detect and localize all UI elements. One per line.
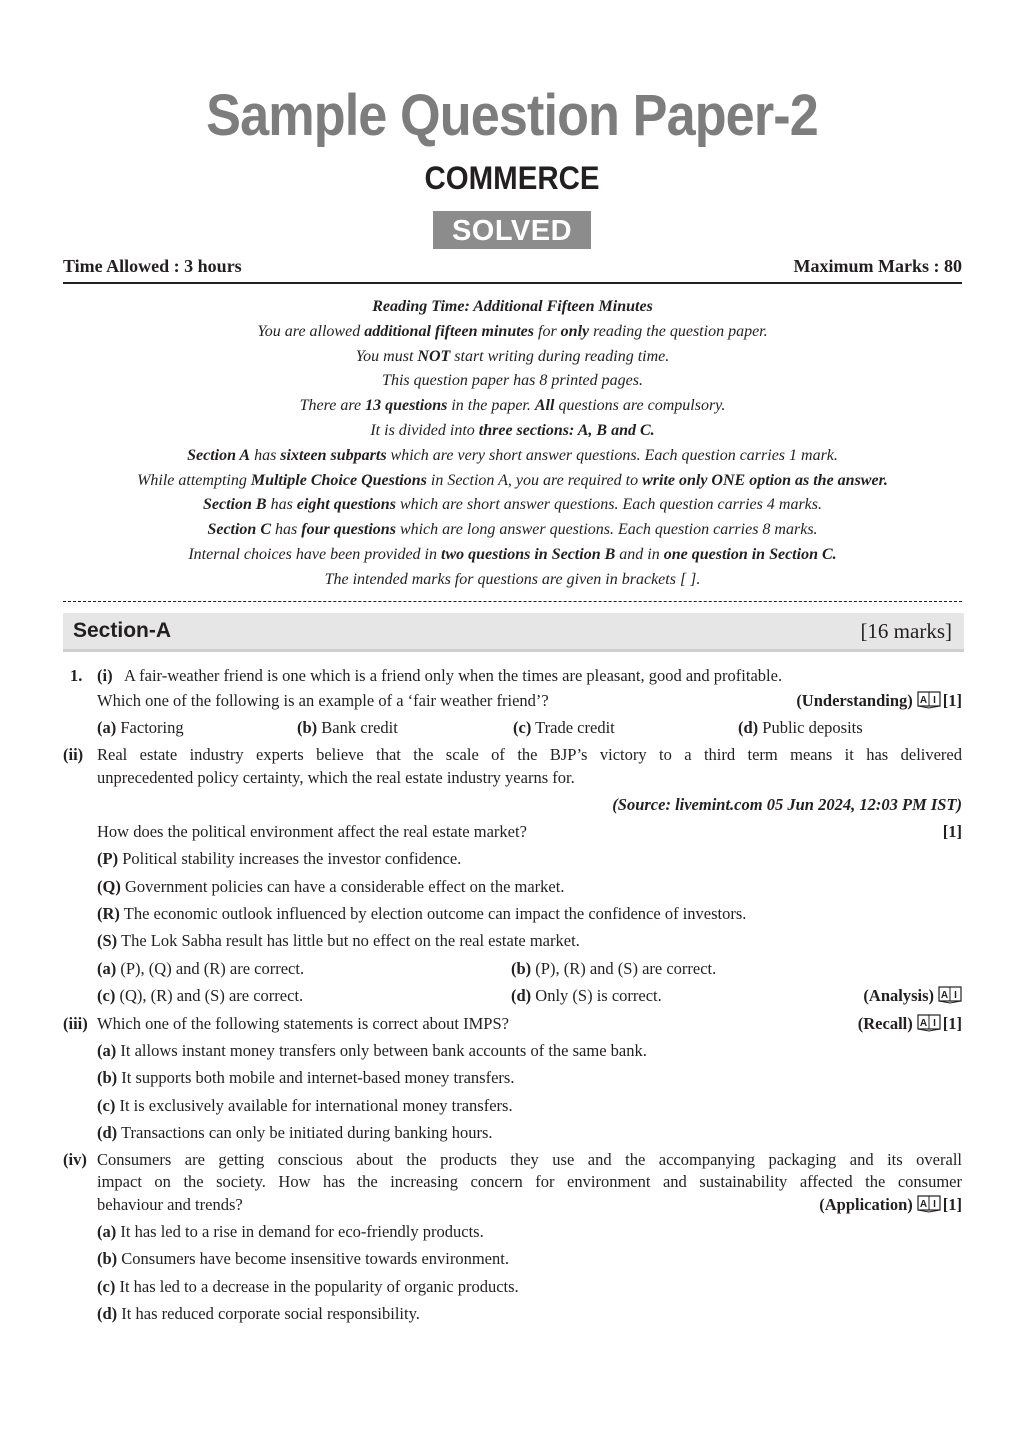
svg-text:I: I bbox=[932, 1199, 936, 1210]
instruction-text: has bbox=[266, 496, 297, 514]
q1-i-option-b: (b) Bank credit bbox=[297, 718, 398, 737]
q1-iv-option-c: (c) It has led to a decrease in the popularity of organic products. bbox=[97, 1277, 519, 1296]
instruction-text: has bbox=[250, 446, 281, 464]
instruction-text: reading the question paper. bbox=[589, 322, 768, 340]
instruction-emphasis: NOT bbox=[417, 347, 451, 365]
q1-ii-text-line2: unprecedented policy certainty, which the real estate industry yearns for. bbox=[97, 768, 575, 787]
subpart-label-iii: (iii) bbox=[63, 1014, 88, 1033]
instruction-emphasis: Reading Time: Additional Fifteen Minutes bbox=[372, 298, 653, 315]
instruction-text: It is divided into bbox=[370, 421, 479, 439]
instruction-text: Internal choices have been provided in bbox=[188, 545, 441, 563]
subpart-label-ii: (ii) bbox=[63, 745, 84, 764]
q1-i-text-line2: Which one of the following is an example of a ‘fair weather friend’? bbox=[97, 691, 549, 710]
q1-iv-option-d: (d) It has reduced corporate social responsibility. bbox=[97, 1304, 420, 1323]
instruction-text: which are short answer questions. Each question carries 4 marks. bbox=[395, 496, 822, 514]
ai-book-icon bbox=[917, 1195, 941, 1218]
marks-label: [1] bbox=[942, 1014, 962, 1033]
q1-ii-tag bbox=[863, 986, 962, 1009]
cognitive-tag: (Application) bbox=[819, 1195, 913, 1214]
q1-iii-tag-marks bbox=[858, 1014, 962, 1037]
q1-ii-statement-p: (P) Political stability increases the investor confidence. bbox=[97, 849, 462, 868]
ai-book-icon bbox=[917, 1014, 941, 1037]
instruction-emphasis: one question in Section C. bbox=[663, 545, 837, 563]
q1-i-option-c: (c) Trade credit bbox=[513, 718, 615, 737]
instruction-line bbox=[60, 345, 965, 370]
instruction-text: in the paper. bbox=[447, 397, 535, 415]
q1-iii-question: Which one of the following statements is correct about IMPS? bbox=[97, 1014, 509, 1033]
instruction-line bbox=[60, 394, 965, 419]
instruction-text: has bbox=[271, 521, 302, 539]
cognitive-tag: (Understanding) bbox=[796, 691, 913, 710]
instruction-emphasis: additional fifteen minutes bbox=[364, 322, 534, 340]
q1-iv-text-line2: impact on the society. How has the increasing concern for environment and sustainability affected the consumer bbox=[97, 1172, 962, 1191]
q1-ii-statement-r: (R) The economic outlook influenced by election outcome can impact the confidence of investors. bbox=[97, 904, 747, 923]
instruction-line bbox=[60, 320, 965, 345]
instruction-emphasis: Section A bbox=[187, 446, 251, 464]
q1-iii-option-a: (a) It allows instant money transfers only between bank accounts of the same bank. bbox=[97, 1041, 647, 1060]
q1-i-tag-marks bbox=[796, 691, 962, 714]
q1-ii-option-a: (a) (P), (Q) and (R) are correct. bbox=[97, 959, 305, 978]
instruction-line bbox=[60, 369, 965, 394]
instruction-line bbox=[60, 295, 965, 320]
q1-iv-text-line3: behaviour and trends? bbox=[97, 1195, 243, 1214]
instruction-emphasis: 13 questions bbox=[365, 397, 448, 415]
cognitive-tag: (Recall) bbox=[857, 1014, 913, 1033]
instruction-line bbox=[60, 469, 965, 494]
instruction-text: The intended marks for questions are given in brackets [ ]. bbox=[324, 570, 701, 588]
svg-text:A: A bbox=[919, 1199, 927, 1210]
subpart-label-i: (i) bbox=[97, 666, 113, 685]
instruction-emphasis: eight questions bbox=[296, 496, 396, 514]
time-allowed: Time Allowed : 3 hours bbox=[63, 256, 242, 276]
instruction-text: and in bbox=[615, 545, 664, 563]
ai-book-icon bbox=[917, 691, 941, 714]
instruction-line bbox=[60, 543, 965, 568]
q1-iv-option-a: (a) It has led to a rise in demand for eco-friendly products. bbox=[97, 1222, 484, 1241]
instruction-text: You are allowed bbox=[257, 322, 365, 340]
svg-text:I: I bbox=[954, 990, 957, 1001]
marks-label: [1] bbox=[942, 822, 962, 841]
svg-text:I: I bbox=[932, 695, 936, 706]
solved-badge: SOLVED bbox=[433, 211, 591, 249]
instruction-emphasis: sixteen subparts bbox=[280, 446, 387, 464]
svg-text:A: A bbox=[919, 1018, 927, 1029]
instruction-emphasis: two questions in Section B bbox=[441, 545, 616, 563]
instruction-text: You must bbox=[355, 347, 418, 365]
svg-text:A: A bbox=[940, 990, 949, 1001]
q1-ii-statement-s: (S) The Lok Sabha result has little but no effect on the real estate market. bbox=[97, 931, 580, 950]
instruction-emphasis: Section C bbox=[207, 521, 271, 539]
instruction-emphasis: All bbox=[534, 397, 555, 415]
subpart-label-iv: (iv) bbox=[63, 1150, 87, 1169]
cognitive-tag: (Analysis) bbox=[863, 986, 934, 1005]
instruction-line bbox=[60, 444, 965, 469]
instruction-line bbox=[60, 568, 965, 593]
q1-ii-statement-q: (Q) Government policies can have a considerable effect on the market. bbox=[97, 877, 565, 896]
instruction-emphasis: Multiple Choice Questions bbox=[250, 471, 427, 489]
q1-ii-option-c: (c) (Q), (R) and (S) are correct. bbox=[97, 986, 304, 1005]
instruction-emphasis: Section B bbox=[203, 496, 267, 514]
q1-i-option-d: (d) Public deposits bbox=[738, 718, 863, 737]
instruction-text: which are very short answer questions. Each question carries 1 mark. bbox=[386, 446, 838, 464]
instruction-text: which are long answer questions. Each question carries 8 marks. bbox=[395, 521, 818, 539]
instruction-line bbox=[60, 419, 965, 444]
paper-meta bbox=[63, 256, 962, 284]
instruction-text: start writing during reading time. bbox=[450, 347, 670, 365]
q1-i-option-a: (a) Factoring bbox=[97, 718, 184, 737]
q1-ii-question: How does the political environment affect the real estate market? bbox=[97, 822, 527, 841]
q1-iii-option-c: (c) It is exclusively available for international money transfers. bbox=[97, 1096, 513, 1115]
q1-ii-text-line1: Real estate industry experts believe that the scale of the BJP’s victory to a third term means it has delivered bbox=[97, 745, 962, 764]
instruction-line bbox=[60, 518, 965, 543]
q1-ii-option-b: (b) (P), (R) and (S) are correct. bbox=[511, 959, 717, 978]
svg-text:I: I bbox=[932, 1018, 936, 1029]
svg-text:A: A bbox=[919, 695, 927, 706]
q1-ii-source: (Source: livemint.com 05 Jun 2024, 12:03 PM IST) bbox=[612, 795, 962, 814]
question-number: 1. bbox=[70, 666, 83, 685]
section-header bbox=[63, 613, 964, 652]
instruction-text: While attempting bbox=[137, 471, 251, 489]
q1-iii-option-d: (d) Transactions can only be initiated during banking hours. bbox=[97, 1123, 493, 1142]
instruction-text: in Section A, you are required to bbox=[426, 471, 643, 489]
instructions-block bbox=[60, 295, 965, 593]
section-title: Section-A bbox=[73, 619, 172, 642]
section-marks: [16 marks] bbox=[860, 619, 952, 643]
maximum-marks: Maximum Marks : 80 bbox=[793, 256, 962, 276]
instruction-emphasis: only bbox=[560, 322, 590, 340]
instruction-emphasis: three sections: A, B and C. bbox=[478, 421, 655, 439]
instruction-line bbox=[60, 493, 965, 518]
subject-heading: COMMERCE bbox=[424, 160, 600, 196]
q1-iv-tag-marks bbox=[819, 1195, 962, 1218]
ai-book-icon bbox=[938, 986, 962, 1009]
paper-title: Sample Question Paper-2 bbox=[206, 83, 818, 148]
instruction-emphasis: write only ONE option as the answer. bbox=[642, 471, 888, 489]
dashed-divider bbox=[63, 601, 962, 602]
instruction-text: questions are compulsory. bbox=[554, 397, 726, 415]
q1-iv-option-b: (b) Consumers have become insensitive towards environment. bbox=[97, 1249, 509, 1268]
marks-label: [1] bbox=[942, 691, 962, 710]
q1-i-text-line1: A fair-weather friend is one which is a friend only when the times are pleasant, good and profitable. bbox=[124, 666, 783, 685]
q1-ii-option-d: (d) Only (S) is correct. bbox=[511, 986, 662, 1005]
instruction-emphasis: four questions bbox=[301, 521, 396, 539]
q1-iii-option-b: (b) It supports both mobile and internet-based money transfers. bbox=[97, 1068, 515, 1087]
q1-iv-text-line1: Consumers are getting conscious about the products they use and the accompanying packaging and its overall bbox=[97, 1150, 962, 1169]
instruction-text: There are bbox=[299, 397, 366, 415]
instruction-text: for bbox=[534, 322, 561, 340]
instruction-text: This question paper has 8 printed pages. bbox=[382, 372, 643, 390]
marks-label: [1] bbox=[942, 1195, 962, 1214]
